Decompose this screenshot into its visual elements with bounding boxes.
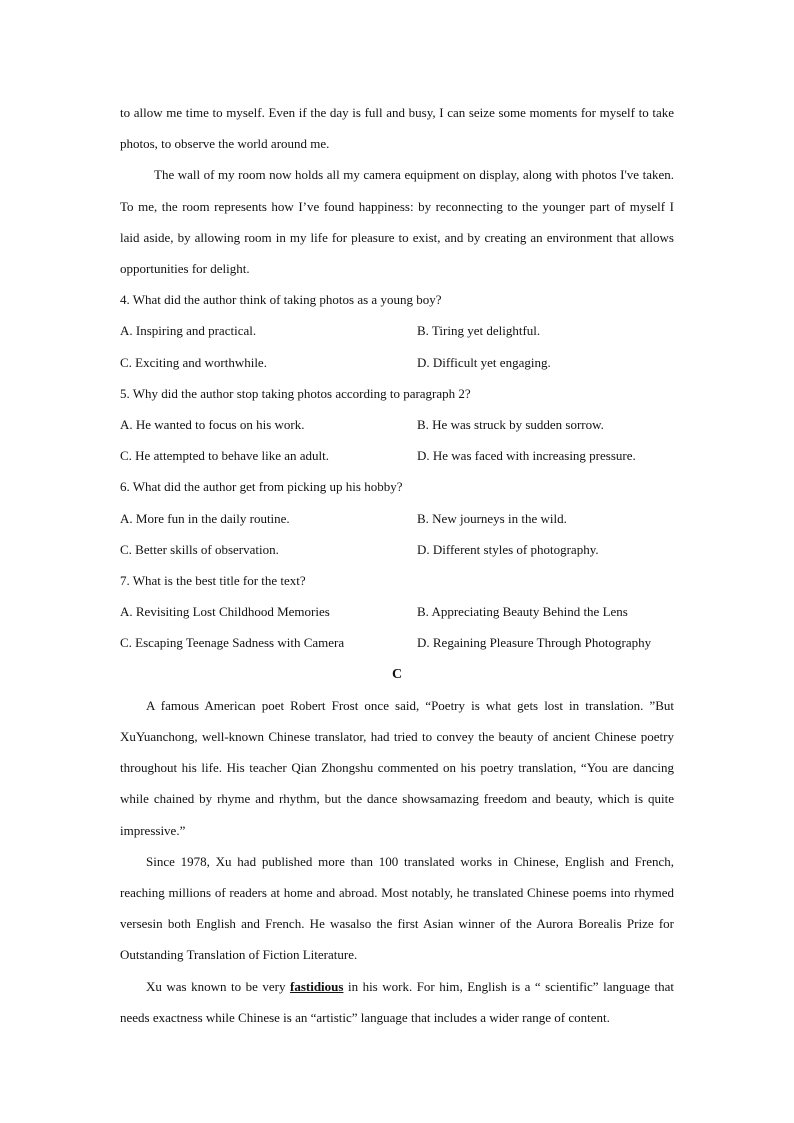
section-c-paragraph-3-rest: in his work. For him, English is a “ scientific” language that needs exactness while Chinese is an “artistic” language that includes a wider range of content. bbox=[120, 978, 674, 1025]
passage-b-final-paragraph: The wall of my room now holds all my camera equipment on display, along with photos I've taken. To me, the room represents how I’ve found happiness: by reconnecting to the younger part of myself I laid aside, by allowing room in my life for pleasure to exist, and by creating an environment that allows opportunities for delight. bbox=[120, 167, 674, 277]
section-c-paragraph-1: A famous American poet Robert Frost once said, “Poetry is what gets lost in translation. ”But XuYuanchong, well-known Chinese translator, had tried to convey the beauty of ancient Chinese poetry throughout his life. His teacher Qian Zhongshu commented on his poetry translation, “You are dancing while chained by rhyme and rhythm, but the dance showsamazing freedom and beauty, which is quite impressive.” bbox=[120, 697, 674, 838]
question-5-options-row-1 bbox=[120, 409, 674, 440]
question-6-options-row-2 bbox=[120, 534, 674, 565]
question-7-option-c: C. Escaping Teenage Sadness with Camera bbox=[120, 635, 345, 651]
question-6-stem: 6. What did the author get from picking up his hobby? bbox=[120, 479, 403, 495]
question-7-options-row-1 bbox=[120, 596, 674, 627]
highlighted-vocabulary-word: fastidious bbox=[289, 978, 344, 994]
question-5-option-a: A. He wanted to focus on his work. bbox=[120, 417, 305, 433]
question-4-option-d: D. Difficult yet engaging. bbox=[417, 354, 551, 370]
question-6-option-d: D. Different styles of photography. bbox=[417, 541, 599, 557]
question-6-option-b: B. New journeys in the wild. bbox=[417, 510, 567, 526]
question-7-option-a: A. Revisiting Lost Childhood Memories bbox=[120, 604, 330, 620]
question-7-option-d: D. Regaining Pleasure Through Photography bbox=[417, 635, 652, 651]
question-4-option-b: B. Tiring yet delightful. bbox=[417, 323, 541, 339]
question-4-options-row-2 bbox=[120, 347, 674, 378]
exam-page bbox=[120, 97, 674, 1033]
question-6-options-row-1 bbox=[120, 503, 674, 534]
question-5-option-b: B. He was struck by sudden sorrow. bbox=[417, 417, 604, 433]
question-4-option-c: C. Exciting and worthwhile. bbox=[120, 354, 267, 370]
question-5-stem: 5. Why did the author stop taking photos according to paragraph 2? bbox=[120, 385, 471, 401]
section-c-paragraph-3 bbox=[120, 971, 674, 1033]
question-6-option-c: C. Better skills of observation. bbox=[120, 541, 279, 557]
section-c-paragraph-3-start: Xu was known to be very bbox=[146, 978, 290, 994]
question-5-option-d: D. He was faced with increasing pressure. bbox=[417, 448, 636, 464]
question-4-stem: 4. What did the author think of taking photos as a young boy? bbox=[120, 292, 442, 308]
section-c-paragraph-2: Since 1978, Xu had published more than 100 translated works in Chinese, English and French, reaching millions of readers at home and abroad. Most notably, he translated Chinese poems into rhymed versesin both English and French. He wasalso the first Asian winner of the Aurora Borealis Prize for Outstanding Translation of Fiction Literature. bbox=[120, 853, 674, 963]
question-5-options-row-2 bbox=[120, 440, 674, 471]
question-6-option-a: A. More fun in the daily routine. bbox=[120, 510, 290, 526]
question-4-options-row-1 bbox=[120, 315, 674, 346]
passage-b-paragraph-continuation: to allow me time to myself. Even if the day is full and busy, I can seize some moments for myself to take photos, to observe the world around me. bbox=[120, 105, 674, 152]
question-7-option-b: B. Appreciating Beauty Behind the Lens bbox=[417, 604, 628, 620]
section-c-heading: C bbox=[391, 666, 403, 682]
question-5-option-c: C. He attempted to behave like an adult. bbox=[120, 448, 330, 464]
question-4-option-a: A. Inspiring and practical. bbox=[120, 323, 257, 339]
question-7-stem: 7. What is the best title for the text? bbox=[120, 573, 306, 589]
question-7-options-row-2 bbox=[120, 627, 674, 658]
